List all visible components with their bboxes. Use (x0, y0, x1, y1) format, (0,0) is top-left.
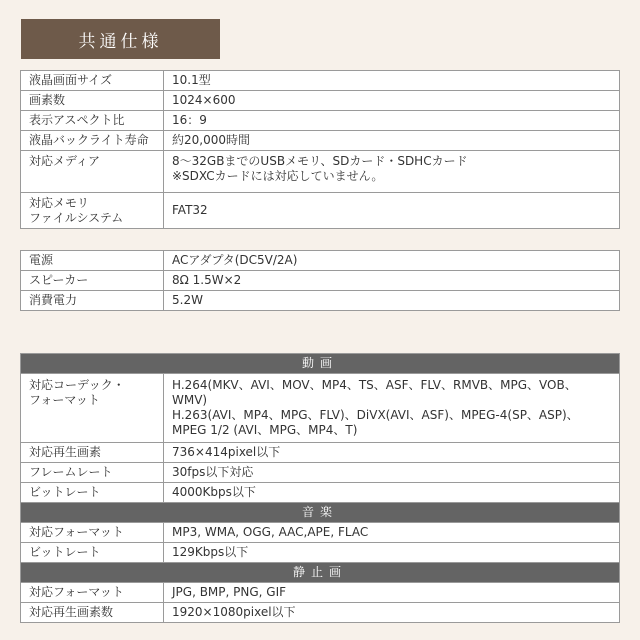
value-line: H.264(MKV、AVI、MOV、MP4、TS、ASF、FLV、RMVB、MPG、VOB、WMV) (172, 378, 577, 407)
row-value: 129Kbps以下 (164, 543, 620, 563)
row-key: ビットレート (21, 543, 164, 563)
row-value: FAT32 (164, 193, 620, 229)
section-header-still (21, 563, 620, 583)
row-key: 対応再生画素 (21, 443, 164, 463)
table-row (21, 583, 620, 603)
table-row (21, 603, 620, 623)
row-key: 液晶バックライト寿命 (21, 131, 164, 151)
row-key: フレームレート (21, 463, 164, 483)
media-table (20, 353, 620, 623)
table-row (21, 271, 620, 291)
row-value: 10.1型 (164, 71, 620, 91)
table-row (21, 443, 620, 463)
section-title: 共通仕様 (21, 19, 220, 59)
row-value: JPG, BMP, PNG, GIF (164, 583, 620, 603)
row-key: スピーカー (21, 271, 164, 291)
section-header-video (21, 354, 620, 374)
table-row (21, 483, 620, 503)
spec-table (20, 70, 620, 229)
value-line: 8～32GBまでのUSBメモリ、SDカード・SDHCカード (172, 154, 468, 168)
table-row (21, 111, 620, 131)
row-value: 1024×600 (164, 91, 620, 111)
table-row (21, 374, 620, 443)
table-row (21, 151, 620, 193)
row-value (164, 151, 620, 193)
section-header-label: 静止画 (21, 563, 620, 583)
table-row (21, 71, 620, 91)
section-header-label: 音楽 (21, 503, 620, 523)
row-value: 約20,000時間 (164, 131, 620, 151)
row-value: 1920×1080pixel以下 (164, 603, 620, 623)
row-key: 液晶画面サイズ (21, 71, 164, 91)
power-table (20, 250, 620, 311)
table-row (21, 523, 620, 543)
table-row (21, 291, 620, 311)
section-header-label: 動画 (21, 354, 620, 374)
row-value: 8Ω 1.5W×2 (164, 271, 620, 291)
table-row (21, 91, 620, 111)
row-key: 対応フォーマット (21, 523, 164, 543)
row-key: 画素数 (21, 91, 164, 111)
value-line: ※SDXCカードには対応していません。 (172, 169, 384, 183)
value-line: H.263(AVI、MP4、MPG、FLV)、DiVX(AVI、ASF)、MPEG-4(SP、ASP)、 (172, 408, 579, 422)
row-value: 4000Kbps以下 (164, 483, 620, 503)
row-key: 電源 (21, 251, 164, 271)
key-line: フォーマット (29, 393, 100, 407)
row-value (164, 374, 620, 443)
row-value: 16：9 (164, 111, 620, 131)
row-key: 表示アスペクト比 (21, 111, 164, 131)
row-key: ビットレート (21, 483, 164, 503)
row-key (21, 374, 164, 443)
key-line: 対応メモリ (29, 195, 90, 210)
row-value: 30fps以下対応 (164, 463, 620, 483)
table-row (21, 463, 620, 483)
value-line: MPEG 1/2 (AVI、MPG、MP4、T) (172, 423, 358, 437)
key-line: 対応コーデック・ (29, 378, 125, 392)
row-value: 736×414pixel以下 (164, 443, 620, 463)
key-line: ファイルシステム (29, 210, 124, 225)
table-row (21, 131, 620, 151)
row-key: 消費電力 (21, 291, 164, 311)
table-row (21, 193, 620, 229)
table-row (21, 543, 620, 563)
row-value: 5.2W (164, 291, 620, 311)
table-row (21, 251, 620, 271)
row-key: 対応再生画素数 (21, 603, 164, 623)
row-key: 対応フォーマット (21, 583, 164, 603)
row-value: ACアダプタ(DC5V/2A) (164, 251, 620, 271)
row-key: 対応メディア (21, 151, 164, 193)
row-key (21, 193, 164, 229)
row-value: MP3, WMA, OGG, AAC,APE, FLAC (164, 523, 620, 543)
section-header-audio (21, 503, 620, 523)
